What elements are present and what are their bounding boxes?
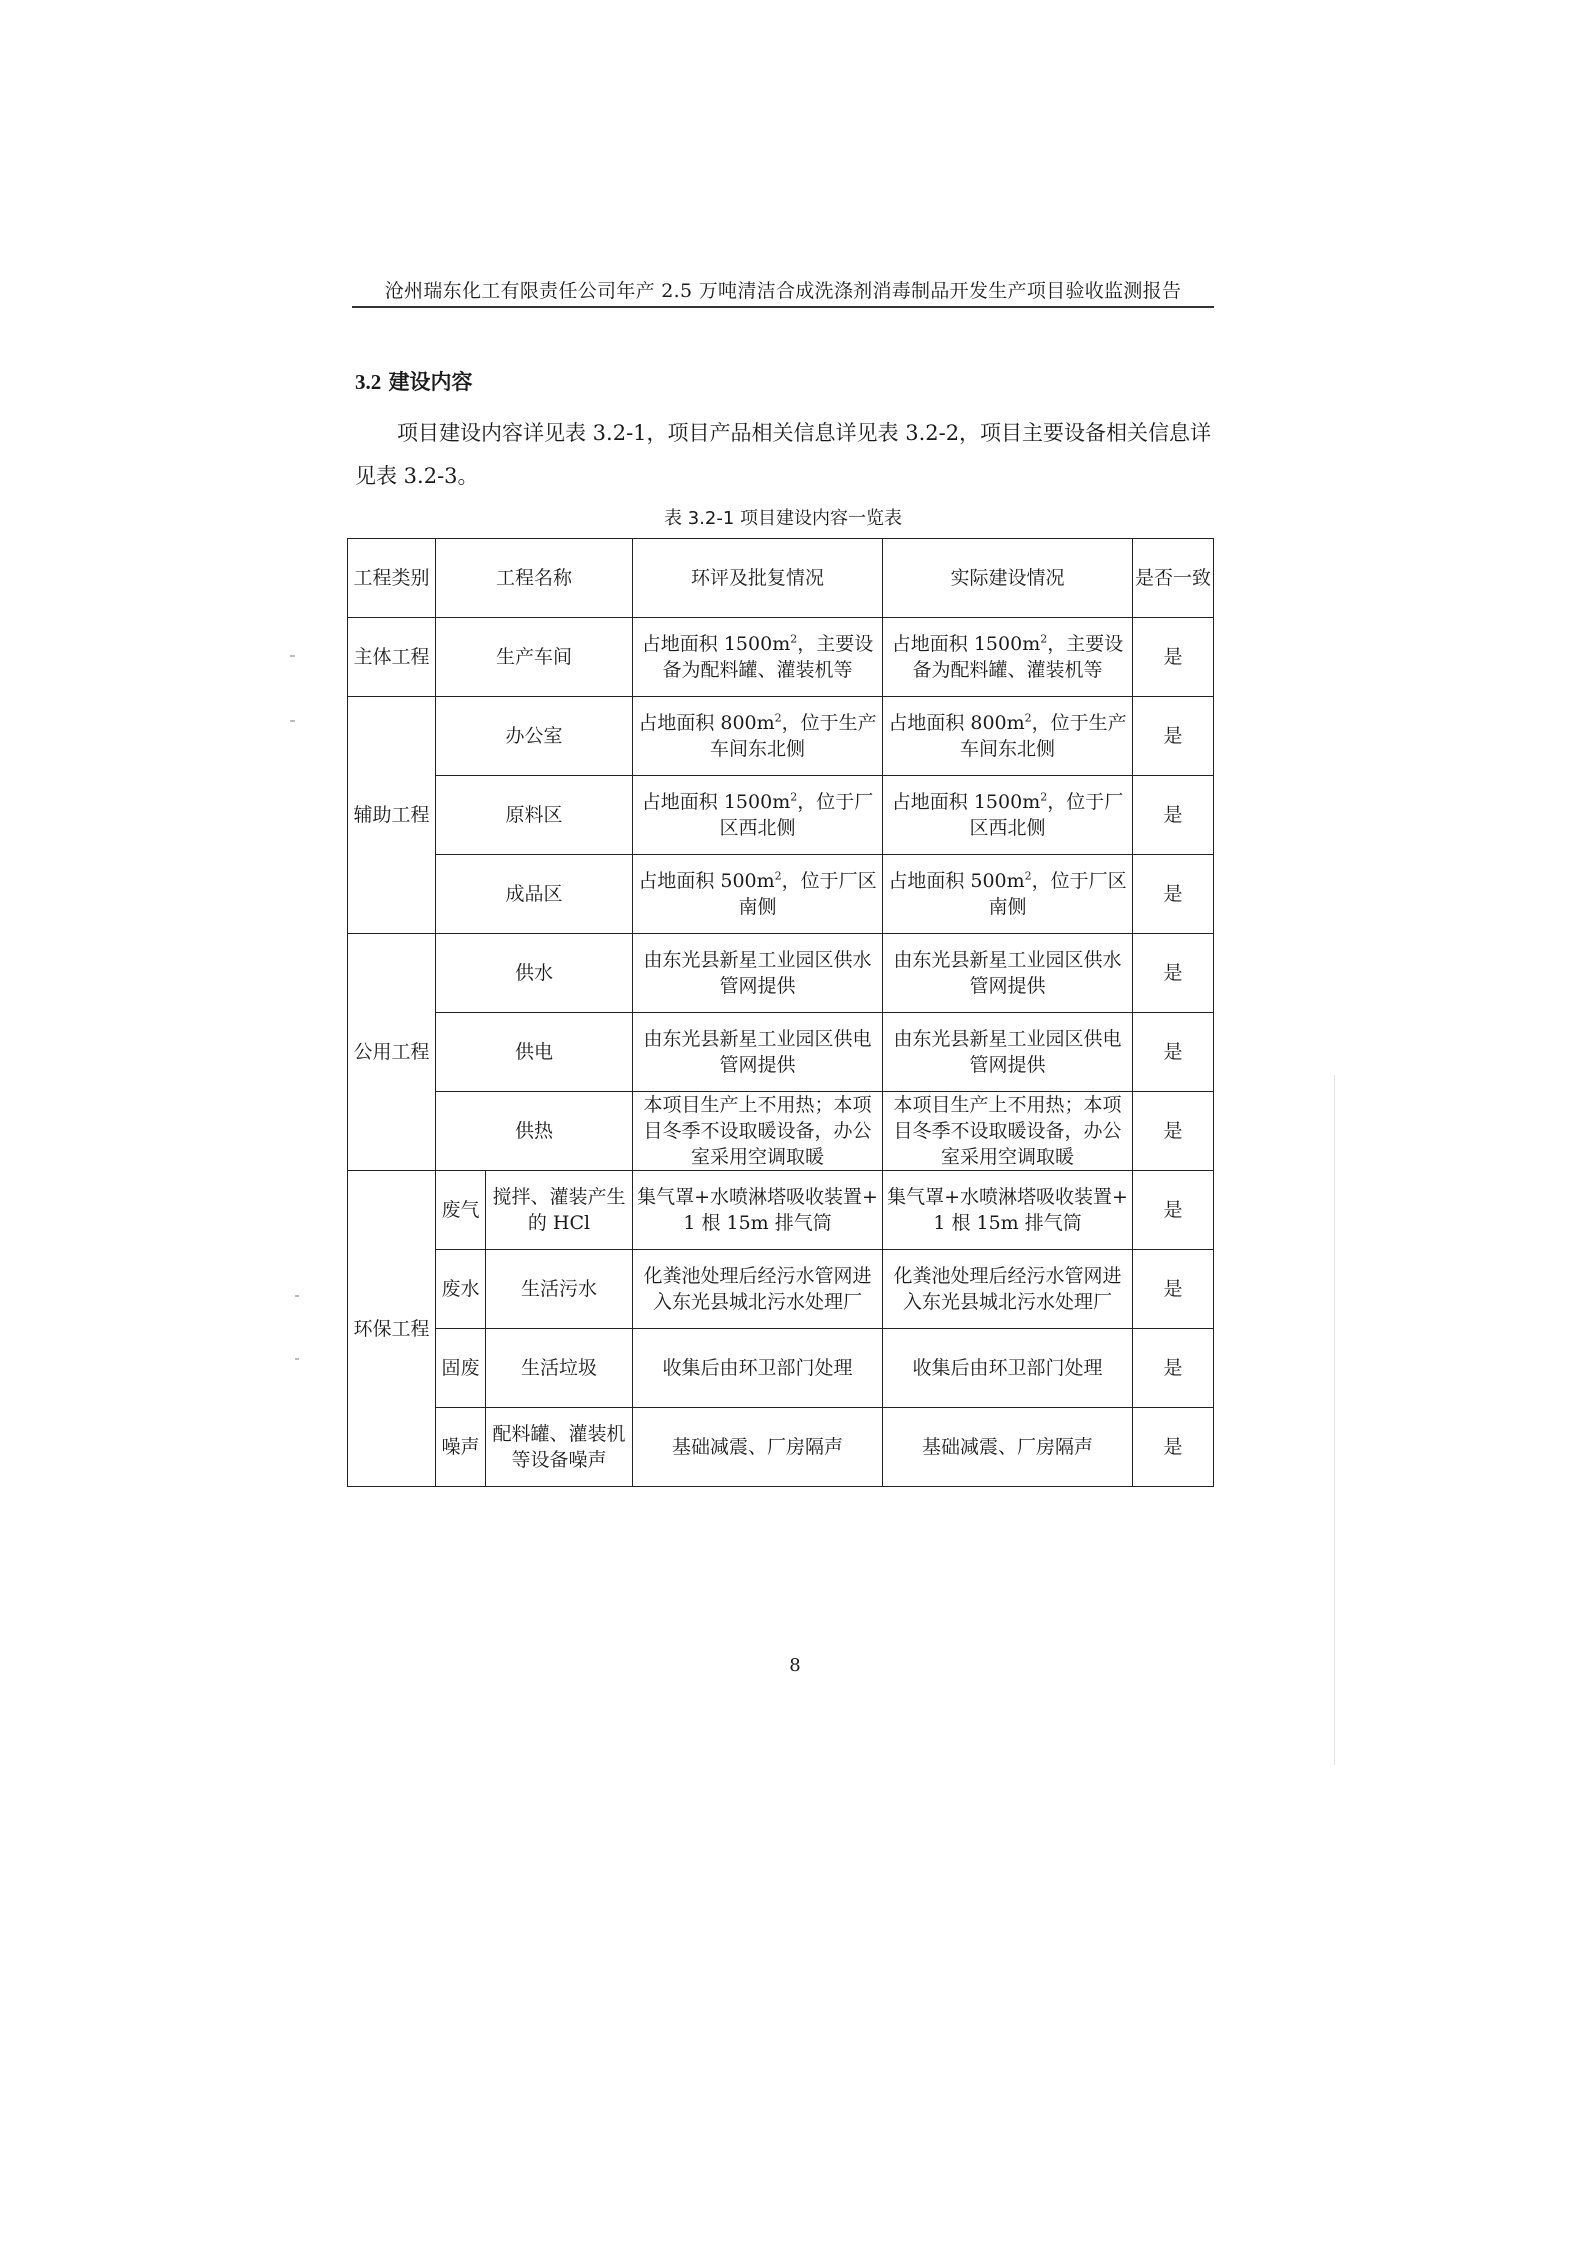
consistent-cell: 是 [1133, 618, 1214, 697]
eia-text: ，位于厂区南侧 [738, 870, 877, 918]
superscript: 2 [1024, 711, 1032, 725]
eia-text: 占地面积 1500m [641, 633, 791, 655]
col-header-name: 工程名称 [436, 539, 633, 618]
project-name-cell: 成品区 [436, 855, 633, 934]
eia-cell [633, 776, 883, 855]
project-name-cell: 供电 [436, 1013, 633, 1092]
table-row [348, 1171, 1214, 1250]
actual-cell: 本项目生产上不用热；本项目冬季不设取暖设备，办公室采用空调取暖 [883, 1092, 1133, 1171]
actual-cell: 由东光县新星工业园区供电管网提供 [883, 1013, 1133, 1092]
consistent-cell: 是 [1133, 1092, 1214, 1171]
actual-text: ，位于生产车间东北侧 [960, 712, 1127, 760]
consistent-cell: 是 [1133, 697, 1214, 776]
category-cell: 辅助工程 [348, 697, 436, 934]
actual-cell: 收集后由环卫部门处理 [883, 1329, 1133, 1408]
actual-text: 占地面积 800m [888, 712, 1025, 734]
section-number: 3.2 [355, 370, 382, 394]
intro-paragraph: 项目建设内容详见表 3.2-1，项目产品相关信息详见表 3.2-2，项目主要设备相关信息详见表 3.2-3。 [355, 421, 1212, 488]
project-name-cell: 生产车间 [436, 618, 633, 697]
subcategory-cell: 固废 [436, 1329, 486, 1408]
project-name-cell: 生活垃圾 [486, 1329, 633, 1408]
actual-text: ，位于厂区西北侧 [969, 791, 1124, 839]
table-row [348, 697, 1214, 776]
project-name-cell: 搅拌、灌装产生的 HCl [486, 1171, 633, 1250]
eia-cell [633, 618, 883, 697]
table-row [348, 776, 1214, 855]
table-caption: 表 3.2-1 项目建设内容一览表 [663, 508, 902, 529]
category-cell: 公用工程 [348, 934, 436, 1171]
superscript: 2 [790, 790, 798, 804]
eia-cell: 由东光县新星工业园区供电管网提供 [633, 1013, 883, 1092]
scan-edge [1334, 1075, 1335, 1765]
table-row [348, 1013, 1214, 1092]
actual-cell [883, 855, 1133, 934]
actual-text: 占地面积 1500m [891, 633, 1041, 655]
eia-text: ，主要设备为配料罐、灌装机等 [662, 633, 874, 681]
scan-artifact [295, 1358, 299, 1360]
superscript: 2 [1040, 632, 1048, 646]
col-header-consistent: 是否一致 [1133, 539, 1214, 618]
eia-cell: 本项目生产上不用热；本项目冬季不设取暖设备，办公室采用空调取暖 [633, 1092, 883, 1171]
consistent-cell: 是 [1133, 855, 1214, 934]
consistent-cell: 是 [1133, 1171, 1214, 1250]
table-row [348, 855, 1214, 934]
eia-cell [633, 855, 883, 934]
consistent-cell: 是 [1133, 1329, 1214, 1408]
actual-cell: 化粪池处理后经污水管网进入东光县城北污水处理厂 [883, 1250, 1133, 1329]
actual-text: 占地面积 1500m [891, 791, 1041, 813]
section-heading [355, 366, 473, 396]
eia-text: 占地面积 1500m [641, 791, 791, 813]
consistent-cell: 是 [1133, 1250, 1214, 1329]
table-row [348, 1092, 1214, 1171]
superscript: 2 [1040, 790, 1048, 804]
table-row [348, 1408, 1214, 1487]
scan-artifact [290, 655, 295, 657]
consistent-cell: 是 [1133, 1408, 1214, 1487]
eia-cell: 集气罩+水喷淋塔吸收装置+1 根 15m 排气筒 [633, 1171, 883, 1250]
actual-cell: 由东光县新星工业园区供水管网提供 [883, 934, 1133, 1013]
consistent-cell: 是 [1133, 934, 1214, 1013]
eia-cell: 收集后由环卫部门处理 [633, 1329, 883, 1408]
actual-cell [883, 618, 1133, 697]
superscript: 2 [774, 869, 782, 883]
actual-text: ，位于厂区南侧 [988, 870, 1127, 918]
project-name-cell: 配料罐、灌装机等设备噪声 [486, 1408, 633, 1487]
col-header-actual: 实际建设情况 [883, 539, 1133, 618]
actual-text: 占地面积 500m [888, 870, 1025, 892]
table-row [348, 1250, 1214, 1329]
project-name-cell: 生活污水 [486, 1250, 633, 1329]
subcategory-cell: 噪声 [436, 1408, 486, 1487]
project-name-cell: 原料区 [436, 776, 633, 855]
table-row [348, 934, 1214, 1013]
subcategory-cell: 废水 [436, 1250, 486, 1329]
eia-text: 占地面积 500m [638, 870, 775, 892]
actual-cell: 集气罩+水喷淋塔吸收装置+1 根 15m 排气筒 [883, 1171, 1133, 1250]
actual-text: ，主要设备为配料罐、灌装机等 [912, 633, 1124, 681]
eia-cell: 化粪池处理后经污水管网进入东光县城北污水处理厂 [633, 1250, 883, 1329]
eia-cell: 由东光县新星工业园区供水管网提供 [633, 934, 883, 1013]
consistent-cell: 是 [1133, 1013, 1214, 1092]
eia-text: 占地面积 800m [638, 712, 775, 734]
scan-artifact [295, 1295, 299, 1297]
eia-text: ，位于生产车间东北侧 [710, 712, 877, 760]
header-rule [352, 306, 1214, 308]
project-name-cell: 办公室 [436, 697, 633, 776]
actual-cell [883, 697, 1133, 776]
table-row [348, 1329, 1214, 1408]
eia-text: ，位于厂区西北侧 [719, 791, 874, 839]
superscript: 2 [1024, 869, 1032, 883]
col-header-eia: 环评及批复情况 [633, 539, 883, 618]
project-name-cell: 供水 [436, 934, 633, 1013]
col-header-category: 工程类别 [348, 539, 436, 618]
section-title: 建设内容 [388, 369, 473, 394]
superscript: 2 [774, 711, 782, 725]
page-number: 8 [789, 1655, 801, 1676]
eia-cell: 基础减震、厂房隔声 [633, 1408, 883, 1487]
actual-cell [883, 776, 1133, 855]
subcategory-cell: 废气 [436, 1171, 486, 1250]
running-header: 沧州瑞东化工有限责任公司年产 2.5 万吨清洁合成洗涤剂消毒制品开发生产项目验收监测报告 [384, 280, 1182, 302]
consistent-cell: 是 [1133, 776, 1214, 855]
table-header-row [348, 539, 1214, 618]
category-cell: 环保工程 [348, 1171, 436, 1487]
actual-cell: 基础减震、厂房隔声 [883, 1408, 1133, 1487]
eia-cell [633, 697, 883, 776]
scan-artifact [290, 720, 295, 722]
category-cell: 主体工程 [348, 618, 436, 697]
construction-content-table [347, 538, 1214, 1487]
superscript: 2 [790, 632, 798, 646]
project-name-cell: 供热 [436, 1092, 633, 1171]
table-row [348, 618, 1214, 697]
